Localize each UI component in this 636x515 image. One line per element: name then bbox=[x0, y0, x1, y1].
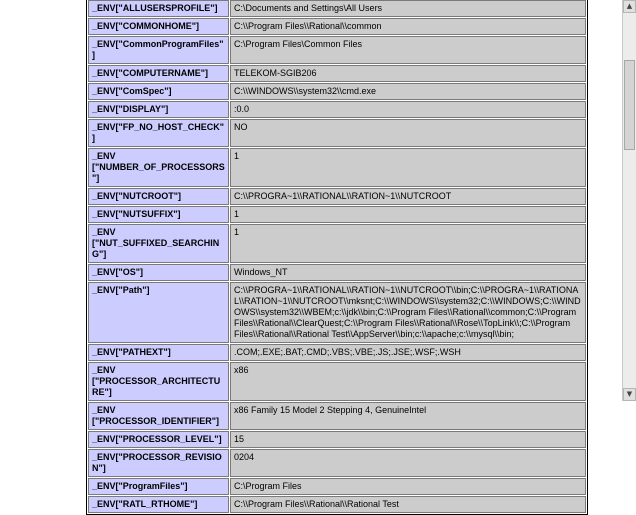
env-value-cell: Windows_NT bbox=[230, 264, 586, 281]
env-value-cell: 1 bbox=[230, 148, 586, 187]
env-key-cell: _ENV["ALLUSERSPROFILE"] bbox=[88, 0, 229, 17]
env-value-cell: 15 bbox=[230, 431, 586, 448]
table-row bbox=[88, 362, 586, 401]
env-value-cell: 0204 bbox=[230, 449, 586, 477]
env-variables-table bbox=[86, 0, 588, 515]
env-value-cell: C:\\PROGRA~1\\RATIONAL\\RATION~1\\NUTCROOT\\bin;C:\\PROGRA~1\\RATIONAL\\RATION~1\\NUTCROOT\\mksnt;C:\\WINDOWS\\system32;C:\\WINDOWS;C:\\WINDOWS\\system32\\WBEM;c:\\jdk\\bin;C:\\Program Files\\Rational\\common;C:\\Program Files\\Rational\\ClearQuest;C:\\Program Files\\Rational\\Rose\\TopLink\\;C:\\Program Files\\Rational\\Rational Test\\AppServer\\bin;c:\\apache;c:\\mysql\\bin; bbox=[230, 282, 586, 343]
table-row bbox=[88, 402, 586, 430]
table-row bbox=[88, 449, 586, 477]
table-row bbox=[88, 206, 586, 223]
env-value-cell: 1 bbox=[230, 206, 586, 223]
env-key-cell: _ENV ["NUMBER_OF_PROCESSORS"] bbox=[88, 148, 229, 187]
env-key-cell: _ENV["COMPUTERNAME"] bbox=[88, 65, 229, 82]
env-key-cell: _ENV["PROCESSOR_LEVEL"] bbox=[88, 431, 229, 448]
down-arrow-icon: ▼ bbox=[626, 390, 633, 398]
env-key-cell: _ENV["Path"] bbox=[88, 282, 229, 343]
scroll-up-button[interactable] bbox=[623, 0, 636, 13]
env-key-cell: _ENV["NUTCROOT"] bbox=[88, 188, 229, 205]
env-key-cell: _ENV["FP_NO_HOST_CHECK"] bbox=[88, 119, 229, 147]
env-key-cell: _ENV["ProgramFiles"] bbox=[88, 478, 229, 495]
up-arrow-icon: ▲ bbox=[626, 2, 633, 10]
env-key-cell: _ENV["ComSpec"] bbox=[88, 83, 229, 100]
vertical-scrollbar[interactable] bbox=[622, 0, 636, 401]
env-value-cell: :0.0 bbox=[230, 101, 586, 118]
table-row bbox=[88, 496, 586, 513]
env-key-cell: _ENV ["PROCESSOR_ARCHITECTURE"] bbox=[88, 362, 229, 401]
env-value-cell: .COM;.EXE;.BAT;.CMD;.VBS;.VBE;.JS;.JSE;.WSF;.WSH bbox=[230, 344, 586, 361]
env-key-cell: _ENV["COMMONHOME"] bbox=[88, 18, 229, 35]
env-value-cell: C:\\WINDOWS\\system32\\cmd.exe bbox=[230, 83, 586, 100]
env-key-cell: _ENV["DISPLAY"] bbox=[88, 101, 229, 118]
table-row bbox=[88, 224, 586, 263]
env-value-cell: x86 Family 15 Model 2 Stepping 4, GenuineIntel bbox=[230, 402, 586, 430]
env-value-cell: NO bbox=[230, 119, 586, 147]
table-row bbox=[88, 101, 586, 118]
env-value-cell: TELEKOM-SGIB206 bbox=[230, 65, 586, 82]
table-row bbox=[88, 148, 586, 187]
table-row bbox=[88, 431, 586, 448]
env-key-cell: _ENV ["NUT_SUFFIXED_SEARCHING"] bbox=[88, 224, 229, 263]
env-value-cell: C:\Program Files bbox=[230, 478, 586, 495]
env-value-cell: 1 bbox=[230, 224, 586, 263]
env-value-cell: x86 bbox=[230, 362, 586, 401]
table-row bbox=[88, 188, 586, 205]
env-key-cell: _ENV["PATHEXT"] bbox=[88, 344, 229, 361]
table-row bbox=[88, 478, 586, 495]
table-row bbox=[88, 36, 586, 64]
table-row bbox=[88, 264, 586, 281]
env-key-cell: _ENV ["PROCESSOR_IDENTIFIER"] bbox=[88, 402, 229, 430]
env-key-cell: _ENV["NUTSUFFIX"] bbox=[88, 206, 229, 223]
env-value-cell: C:\\Program Files\\Rational\\Rational Test bbox=[230, 496, 586, 513]
table-row bbox=[88, 18, 586, 35]
env-key-cell: _ENV["RATL_RTHOME"] bbox=[88, 496, 229, 513]
table-row bbox=[88, 119, 586, 147]
table-row bbox=[88, 282, 586, 343]
env-key-cell: _ENV["PROCESSOR_REVISION"] bbox=[88, 449, 229, 477]
scroll-down-button[interactable] bbox=[623, 388, 636, 401]
env-key-cell: _ENV["OS"] bbox=[88, 264, 229, 281]
env-key-cell: _ENV["CommonProgramFiles"] bbox=[88, 36, 229, 64]
table-row bbox=[88, 344, 586, 361]
scroll-thumb[interactable] bbox=[624, 60, 635, 150]
table-row bbox=[88, 83, 586, 100]
env-value-cell: C:\Program Files\Common Files bbox=[230, 36, 586, 64]
env-value-cell: C:\Documents and Settings\All Users bbox=[230, 0, 586, 17]
table-row bbox=[88, 0, 586, 17]
env-value-cell: C:\\PROGRA~1\\RATIONAL\\RATION~1\\NUTCROOT bbox=[230, 188, 586, 205]
table-row bbox=[88, 65, 586, 82]
env-value-cell: C:\\Program Files\\Rational\\common bbox=[230, 18, 586, 35]
